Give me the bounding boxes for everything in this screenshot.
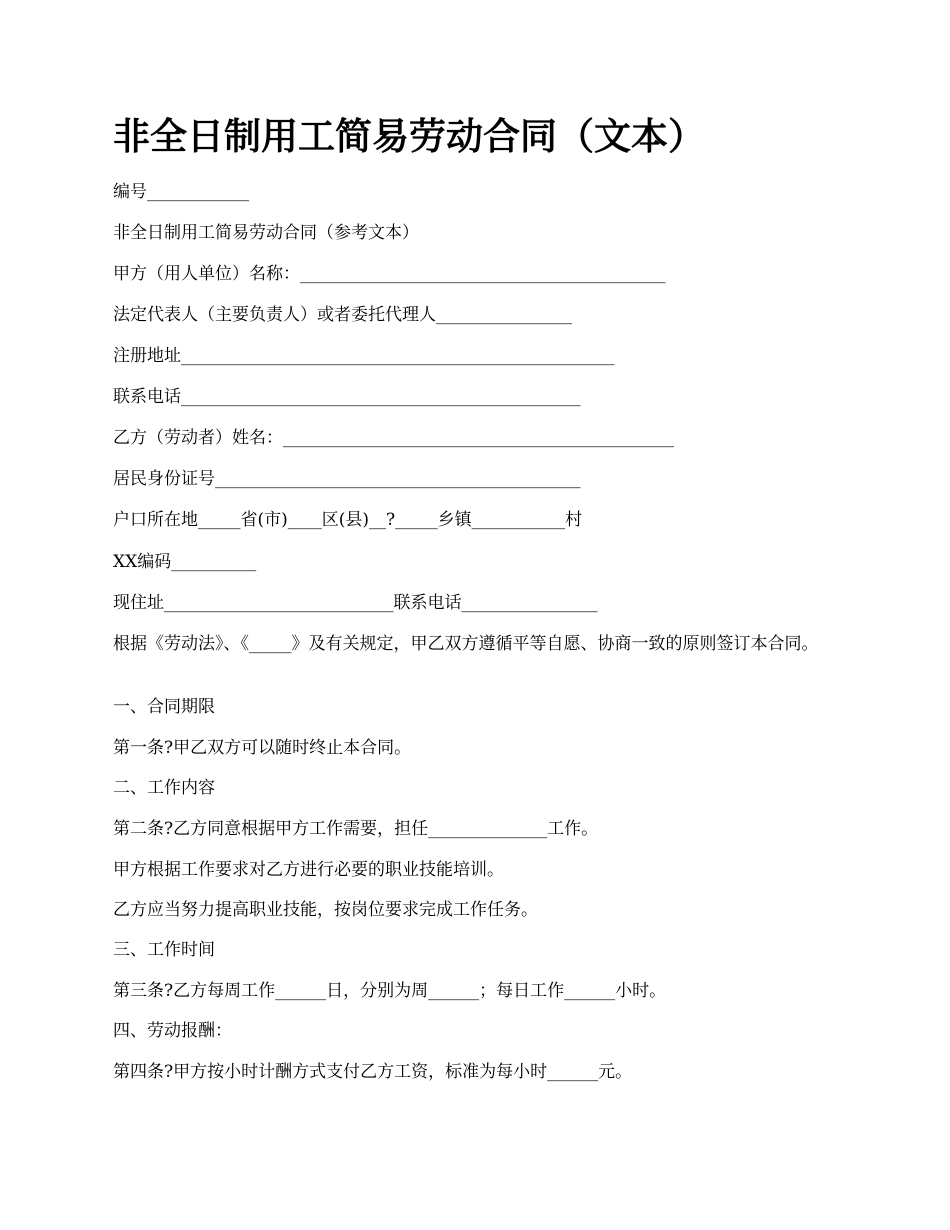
id-number-line: 居民身份证号___________________________________________ <box>113 469 581 489</box>
current-address-line: 现住址___________________________联系电话________________ <box>113 593 598 613</box>
article-1: 第一条?甲乙双方可以随时终止本合同。 <box>113 738 412 758</box>
party-a-phone-line: 联系电话_______________________________________________ <box>113 387 581 407</box>
reference-text-line: 非全日制用工简易劳动合同（参考文本） <box>113 223 419 243</box>
section-1-heading: 一、合同期限 <box>113 697 215 717</box>
section-3-heading: 三、工作时间 <box>113 940 215 960</box>
section-2-heading: 二、工作内容 <box>113 778 215 798</box>
document-title: 非全日制用工简易劳动合同（文本） <box>113 114 705 158</box>
training-clause: 甲方根据工作要求对乙方进行必要的职业技能培训。 <box>113 860 504 880</box>
duty-clause: 乙方应当努力提高职业技能，按岗位要求完成工作任务。 <box>113 900 538 920</box>
party-a-name-line: 甲方（用人单位）名称：___________________________________________ <box>113 264 666 284</box>
article-3: 第三条?乙方每周工作______日，分别为周______；每日工作______小时。 <box>113 981 667 1001</box>
registered-address-line: 注册地址___________________________________________________ <box>113 346 615 366</box>
contract-number-line: 编号____________ <box>113 182 249 202</box>
legal-representative-line: 法定代表人（主要负责人）或者委托代理人________________ <box>113 305 572 325</box>
party-b-name-line: 乙方（劳动者）姓名：______________________________________________ <box>113 428 674 448</box>
household-address-line: 户口所在地_____省(市)____区(县)__?_____乡镇___________村 <box>113 510 583 530</box>
article-2: 第二条?乙方同意根据甲方工作需要，担任______________工作。 <box>113 819 599 839</box>
section-4-heading: 四、劳动报酬： <box>113 1021 232 1041</box>
postal-code-line: XX编码__________ <box>113 552 257 572</box>
preamble-paragraph: 根据《劳动法》、《_____》及有关规定，甲乙双方遵循平等自愿、协商一致的原则签订本合同。 <box>113 634 819 654</box>
article-4: 第四条?甲方按小时计酬方式支付乙方工资，标准为每小时______元。 <box>113 1062 633 1082</box>
